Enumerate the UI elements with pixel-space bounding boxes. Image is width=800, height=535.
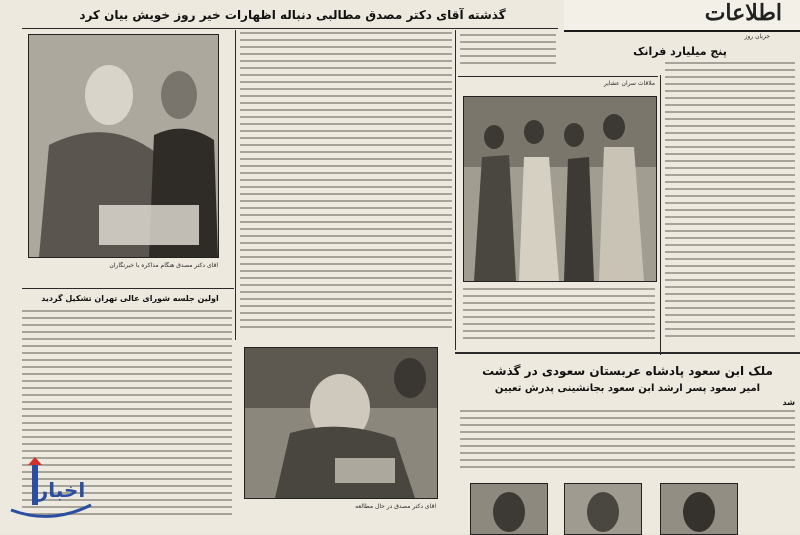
divider xyxy=(22,28,558,29)
bottom-right-headline-1: ملک ابن سعود پادشاه عربستان سعودی در گذشت xyxy=(482,364,773,378)
photo-top-left-image xyxy=(29,35,218,257)
photo-middle-image xyxy=(464,97,656,281)
divider xyxy=(455,352,800,354)
portrait-2-image xyxy=(565,484,641,534)
bottom-right-headline-3: شد xyxy=(782,398,795,407)
divider xyxy=(22,288,234,289)
masthead-subtitle: جریان روز xyxy=(744,33,770,40)
middle-column-body xyxy=(240,32,452,337)
middle-right-headline: پنج میلیارد فرانک xyxy=(633,45,727,58)
watermark-text: اخبار xyxy=(36,478,86,502)
bottom-right-body xyxy=(460,410,795,475)
portrait-3 xyxy=(660,483,738,535)
caption-photo-middle: ملاقات سران عشایر xyxy=(603,80,655,87)
photo-bottom-image xyxy=(245,348,437,498)
portrait-1-image xyxy=(471,484,547,534)
portrait-3-image xyxy=(661,484,737,534)
left-section-headline: اولین جلسه شورای عالی تهران تشکیل گردید xyxy=(41,294,219,303)
column-rule xyxy=(660,75,661,355)
photo-bottom xyxy=(244,347,438,499)
masthead xyxy=(564,0,800,32)
caption-photo-top-left: آقای دکتر مصدق هنگام مذاکره با خبرنگاران xyxy=(109,262,218,269)
column-rule xyxy=(455,30,456,350)
portrait-1 xyxy=(470,483,548,535)
photo-top-left xyxy=(28,34,219,258)
bottom-right-headline-2: امیر سعود پسر ارشد ابن سعود بجانشینی پدرش تعیین xyxy=(494,383,761,394)
portrait-2 xyxy=(564,483,642,535)
top-banner-headline: گذشته آقای دکتر مصدق مطالبی دنباله اظهارات خیر روز خویش بیان کرد xyxy=(79,8,506,22)
photo-middle-caption-body xyxy=(463,288,655,348)
photo-middle xyxy=(463,96,657,282)
right-column-body xyxy=(665,62,795,350)
divider xyxy=(458,76,658,77)
watermark-logo xyxy=(6,455,96,525)
newspaper-logo-icon xyxy=(6,455,96,525)
right-top-body xyxy=(460,34,556,74)
caption-photo-bottom: آقای دکتر مصدق در حال مطالعه xyxy=(355,503,436,510)
masthead-title: اطلاعات xyxy=(704,0,782,26)
column-rule xyxy=(235,30,236,340)
